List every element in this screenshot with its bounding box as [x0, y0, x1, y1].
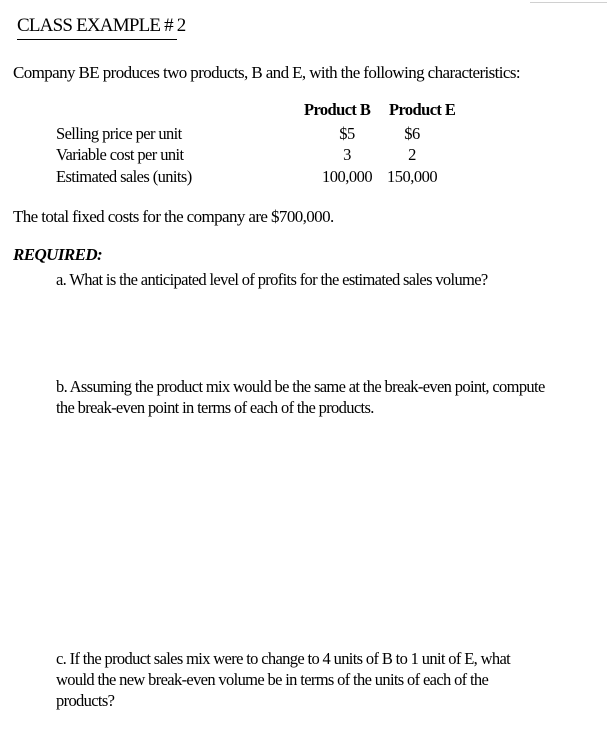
cell-selling-price-b: $5 [339, 124, 355, 143]
required-heading: REQUIRED: [13, 245, 103, 264]
page-corner-line [530, 2, 607, 3]
row-label-estimated-sales: Estimated sales (units) [56, 167, 192, 186]
question-b-line: the break-even point in terms of each of the products. [56, 398, 374, 417]
header-product-e: Product E [389, 100, 456, 119]
intro-paragraph: Company BE produces two products, B and E, with the following characteristics: [13, 63, 521, 82]
row-label-selling-price: Selling price per unit [56, 124, 182, 143]
question-b-line: b. Assuming the product mix would be the same at the break-even point, compute [56, 377, 545, 396]
question-c-line: would the new break-even volume be in terms of the units of each of the [56, 670, 489, 689]
cell-estimated-sales-e: 150,000 [386, 167, 438, 186]
row-label-variable-cost: Variable cost per unit [56, 145, 184, 164]
title-underline [17, 39, 177, 40]
cell-estimated-sales-b: 100,000 [321, 167, 373, 186]
question-c-line: products? [56, 691, 115, 710]
cell-selling-price-e: $6 [404, 124, 420, 143]
header-product-b: Product B [304, 100, 371, 119]
page-title: CLASS EXAMPLE # 2 [17, 15, 186, 36]
question-c-line: c. If the product sales mix were to change to 4 units of B to 1 unit of E, what [56, 649, 511, 668]
cell-variable-cost-e: 2 [408, 145, 416, 164]
question-a-line: a. What is the anticipated level of profits for the estimated sales volume? [56, 270, 488, 289]
fixed-costs-statement: The total fixed costs for the company are $700,000. [13, 207, 334, 226]
cell-variable-cost-b: 3 [343, 145, 351, 164]
